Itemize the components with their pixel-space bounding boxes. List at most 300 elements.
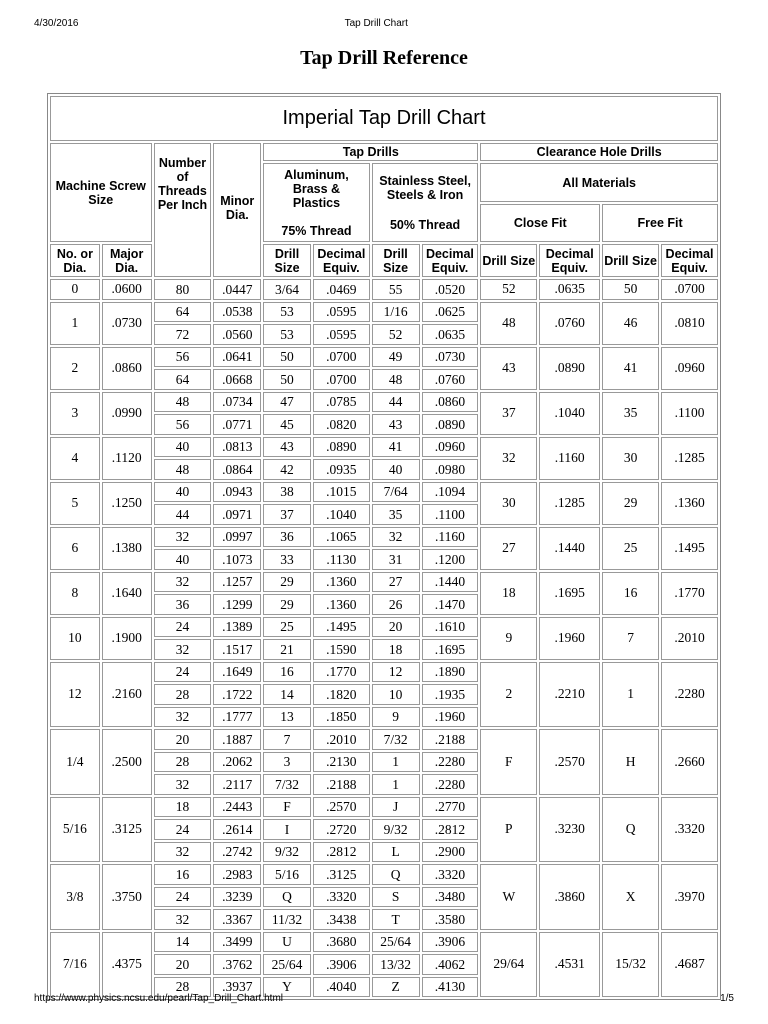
al-drill-cell: 3 <box>263 752 311 773</box>
close-fit-decimal-cell: .1960 <box>539 617 600 660</box>
al-drill-cell: 25/64 <box>263 954 311 975</box>
free-fit-drill-cell: 25 <box>602 527 659 570</box>
table-row <box>50 797 718 818</box>
free-fit-decimal-cell: .0700 <box>661 279 718 300</box>
free-fit-decimal-cell: .1285 <box>661 437 718 480</box>
table-row <box>50 864 718 885</box>
al-drill-cell: 53 <box>263 302 311 323</box>
close-fit-decimal-cell: .0890 <box>539 347 600 390</box>
al-drill-cell: 50 <box>263 347 311 368</box>
screw-size-cell: 7/16 <box>50 932 100 998</box>
al-decimal-cell: .3906 <box>313 954 370 975</box>
chart-table <box>47 93 721 1000</box>
minor-dia-cell: .3499 <box>213 932 261 953</box>
table-row <box>50 279 718 300</box>
free-fit-decimal-cell: .1100 <box>661 392 718 435</box>
minor-dia-cell: .2742 <box>213 842 261 863</box>
screw-size-cell: 12 <box>50 662 100 728</box>
al-drill-cell: Y <box>263 977 311 998</box>
minor-dia-cell: .0771 <box>213 414 261 435</box>
free-fit-decimal-cell: .2660 <box>661 729 718 795</box>
close-fit-decimal-cell: .0760 <box>539 302 600 345</box>
header-minor-dia: Minor Dia. <box>213 143 261 277</box>
ss-decimal-cell: .0635 <box>422 324 479 345</box>
threads-cell: 80 <box>154 279 212 300</box>
screw-size-cell: 3 <box>50 392 100 435</box>
al-drill-cell: 47 <box>263 392 311 413</box>
al-decimal-cell: .0890 <box>313 437 370 458</box>
screw-size-cell: 4 <box>50 437 100 480</box>
header-all-materials: All Materials <box>480 163 718 202</box>
ss-decimal-cell: .1960 <box>422 707 479 728</box>
print-footer <box>34 993 734 1004</box>
table-row <box>50 527 718 548</box>
free-fit-drill-cell: 29 <box>602 482 659 525</box>
table-row <box>50 347 718 368</box>
al-decimal-cell: .1360 <box>313 572 370 593</box>
header-no-or-dia: No. or Dia. <box>50 244 100 277</box>
close-fit-decimal-cell: .1695 <box>539 572 600 615</box>
major-dia-cell: .0860 <box>102 347 152 390</box>
free-fit-drill-cell: 46 <box>602 302 659 345</box>
threads-cell: 32 <box>154 909 212 930</box>
threads-cell: 36 <box>154 594 212 615</box>
ss-drill-cell: 48 <box>372 369 420 390</box>
al-decimal-cell: .0935 <box>313 459 370 480</box>
minor-dia-cell: .1887 <box>213 729 261 750</box>
screw-size-cell: 10 <box>50 617 100 660</box>
al-drill-cell: 14 <box>263 684 311 705</box>
al-drill-cell: 53 <box>263 324 311 345</box>
al-drill-cell: 43 <box>263 437 311 458</box>
free-fit-decimal-cell: .2010 <box>661 617 718 660</box>
header-stainless: Stainless Steel, Steels & Iron <box>379 173 471 202</box>
ss-drill-cell: 1 <box>372 774 420 795</box>
ss-drill-cell: 44 <box>372 392 420 413</box>
threads-cell: 24 <box>154 617 212 638</box>
close-fit-drill-cell: P <box>480 797 537 863</box>
ss-drill-cell: L <box>372 842 420 863</box>
document-title: Tap Drill Reference <box>300 47 468 69</box>
close-fit-decimal-cell: .0635 <box>539 279 600 300</box>
table-row <box>50 302 718 323</box>
al-decimal-cell: .1495 <box>313 617 370 638</box>
al-drill-cell: 21 <box>263 639 311 660</box>
header-threads-per-inch: Number of Threads Per Inch <box>154 143 212 277</box>
minor-dia-cell: .3239 <box>213 887 261 908</box>
print-date: 4/30/2016 <box>34 18 79 29</box>
threads-cell: 24 <box>154 662 212 683</box>
ss-decimal-cell: .3480 <box>422 887 479 908</box>
ss-drill-cell: 7/64 <box>372 482 420 503</box>
minor-dia-cell: .0447 <box>213 279 261 300</box>
al-decimal-cell: .0700 <box>313 369 370 390</box>
al-decimal-cell: .1065 <box>313 527 370 548</box>
threads-cell: 20 <box>154 954 212 975</box>
close-fit-decimal-cell: .1160 <box>539 437 600 480</box>
print-url: https://www.physics.ncsu.edu/pearl/Tap_Drill_Chart.html <box>34 993 283 1004</box>
close-fit-drill-cell: 30 <box>480 482 537 525</box>
al-decimal-cell: .2720 <box>313 819 370 840</box>
threads-cell: 72 <box>154 324 212 345</box>
minor-dia-cell: .0668 <box>213 369 261 390</box>
al-drill-cell: Q <box>263 887 311 908</box>
major-dia-cell: .0730 <box>102 302 152 345</box>
table-row <box>50 617 718 638</box>
header-decimal-equiv: Decimal Equiv. <box>313 244 370 277</box>
table-row <box>50 729 718 750</box>
header-drill-size: Drill Size <box>480 244 537 277</box>
al-decimal-cell: .1770 <box>313 662 370 683</box>
table-row <box>50 572 718 593</box>
ss-decimal-cell: .2812 <box>422 819 479 840</box>
al-drill-cell: 29 <box>263 594 311 615</box>
major-dia-cell: .0600 <box>102 279 152 300</box>
close-fit-drill-cell: 18 <box>480 572 537 615</box>
close-fit-drill-cell: 37 <box>480 392 537 435</box>
print-page-title: Tap Drill Chart <box>344 18 408 29</box>
minor-dia-cell: .3937 <box>213 977 261 998</box>
al-drill-cell: 29 <box>263 572 311 593</box>
threads-cell: 48 <box>154 392 212 413</box>
ss-drill-cell: 32 <box>372 527 420 548</box>
ss-drill-cell: J <box>372 797 420 818</box>
threads-cell: 20 <box>154 729 212 750</box>
al-decimal-cell: .2010 <box>313 729 370 750</box>
ss-decimal-cell: .1470 <box>422 594 479 615</box>
ss-drill-cell: 26 <box>372 594 420 615</box>
al-decimal-cell: .3438 <box>313 909 370 930</box>
ss-drill-cell: 25/64 <box>372 932 420 953</box>
free-fit-drill-cell: X <box>602 864 659 930</box>
header-decimal-equiv: Decimal Equiv. <box>539 244 600 277</box>
al-drill-cell: 50 <box>263 369 311 390</box>
minor-dia-cell: .0943 <box>213 482 261 503</box>
threads-cell: 56 <box>154 347 212 368</box>
major-dia-cell: .1120 <box>102 437 152 480</box>
ss-decimal-cell: .2188 <box>422 729 479 750</box>
minor-dia-cell: .2983 <box>213 864 261 885</box>
al-decimal-cell: .1130 <box>313 549 370 570</box>
free-fit-decimal-cell: .0960 <box>661 347 718 390</box>
al-decimal-cell: .3125 <box>313 864 370 885</box>
header-drill-size: Drill Size <box>263 244 311 277</box>
threads-cell: 56 <box>154 414 212 435</box>
al-decimal-cell: .1015 <box>313 482 370 503</box>
close-fit-decimal-cell: .3860 <box>539 864 600 930</box>
close-fit-drill-cell: 9 <box>480 617 537 660</box>
threads-cell: 28 <box>154 752 212 773</box>
ss-decimal-cell: .1440 <box>422 572 479 593</box>
al-drill-cell: F <box>263 797 311 818</box>
ss-drill-cell: 9 <box>372 707 420 728</box>
screw-size-cell: 8 <box>50 572 100 615</box>
threads-cell: 18 <box>154 797 212 818</box>
close-fit-decimal-cell: .1285 <box>539 482 600 525</box>
major-dia-cell: .2500 <box>102 729 152 795</box>
ss-drill-cell: Q <box>372 864 420 885</box>
screw-size-cell: 5 <box>50 482 100 525</box>
print-header <box>34 18 734 29</box>
close-fit-drill-cell: 48 <box>480 302 537 345</box>
minor-dia-cell: .0641 <box>213 347 261 368</box>
ss-drill-cell: 27 <box>372 572 420 593</box>
ss-decimal-cell: .1890 <box>422 662 479 683</box>
minor-dia-cell: .1389 <box>213 617 261 638</box>
ss-decimal-cell: .0625 <box>422 302 479 323</box>
free-fit-drill-cell: H <box>602 729 659 795</box>
close-fit-drill-cell: 32 <box>480 437 537 480</box>
al-drill-cell: 13 <box>263 707 311 728</box>
major-dia-cell: .4375 <box>102 932 152 998</box>
close-fit-decimal-cell: .1440 <box>539 527 600 570</box>
header-drill-size: Drill Size <box>602 244 659 277</box>
threads-cell: 32 <box>154 572 212 593</box>
ss-decimal-cell: .1200 <box>422 549 479 570</box>
ss-drill-cell: 35 <box>372 504 420 525</box>
screw-size-cell: 5/16 <box>50 797 100 863</box>
ss-drill-cell: 12 <box>372 662 420 683</box>
threads-cell: 32 <box>154 842 212 863</box>
close-fit-drill-cell: 43 <box>480 347 537 390</box>
ss-drill-cell: 1/16 <box>372 302 420 323</box>
ss-decimal-cell: .2280 <box>422 752 479 773</box>
close-fit-drill-cell: 27 <box>480 527 537 570</box>
ss-decimal-cell: .1094 <box>422 482 479 503</box>
threads-cell: 44 <box>154 504 212 525</box>
minor-dia-cell: .3762 <box>213 954 261 975</box>
free-fit-drill-cell: 16 <box>602 572 659 615</box>
al-drill-cell: 11/32 <box>263 909 311 930</box>
major-dia-cell: .3750 <box>102 864 152 930</box>
ss-drill-cell: 10 <box>372 684 420 705</box>
al-decimal-cell: .0595 <box>313 302 370 323</box>
al-decimal-cell: .3320 <box>313 887 370 908</box>
ss-drill-cell: 1 <box>372 752 420 773</box>
close-fit-decimal-cell: .2570 <box>539 729 600 795</box>
threads-cell: 40 <box>154 482 212 503</box>
ss-decimal-cell: .3906 <box>422 932 479 953</box>
minor-dia-cell: .0560 <box>213 324 261 345</box>
major-dia-cell: .1900 <box>102 617 152 660</box>
minor-dia-cell: .1722 <box>213 684 261 705</box>
ss-drill-cell: 9/32 <box>372 819 420 840</box>
ss-drill-cell: 41 <box>372 437 420 458</box>
minor-dia-cell: .1073 <box>213 549 261 570</box>
header-aluminum-group <box>263 163 370 242</box>
ss-decimal-cell: .1100 <box>422 504 479 525</box>
header-machine-screw-size: Machine Screw Size <box>50 143 152 242</box>
minor-dia-cell: .0971 <box>213 504 261 525</box>
major-dia-cell: .1250 <box>102 482 152 525</box>
threads-cell: 64 <box>154 302 212 323</box>
al-drill-cell: 7 <box>263 729 311 750</box>
close-fit-decimal-cell: .4531 <box>539 932 600 998</box>
threads-cell: 64 <box>154 369 212 390</box>
free-fit-decimal-cell: .1495 <box>661 527 718 570</box>
ss-decimal-cell: .0520 <box>422 279 479 300</box>
screw-size-cell: 1 <box>50 302 100 345</box>
al-decimal-cell: .4040 <box>313 977 370 998</box>
free-fit-drill-cell: 1 <box>602 662 659 728</box>
minor-dia-cell: .0997 <box>213 527 261 548</box>
print-page-number: 1/5 <box>720 993 734 1004</box>
ss-decimal-cell: .0890 <box>422 414 479 435</box>
minor-dia-cell: .1777 <box>213 707 261 728</box>
ss-drill-cell: 18 <box>372 639 420 660</box>
ss-drill-cell: 55 <box>372 279 420 300</box>
al-drill-cell: 33 <box>263 549 311 570</box>
threads-cell: 48 <box>154 459 212 480</box>
ss-decimal-cell: .1610 <box>422 617 479 638</box>
minor-dia-cell: .0813 <box>213 437 261 458</box>
close-fit-drill-cell: 2 <box>480 662 537 728</box>
minor-dia-cell: .1517 <box>213 639 261 660</box>
minor-dia-cell: .2614 <box>213 819 261 840</box>
al-decimal-cell: .2570 <box>313 797 370 818</box>
threads-cell: 32 <box>154 774 212 795</box>
al-decimal-cell: .1820 <box>313 684 370 705</box>
header-decimal-equiv: Decimal Equiv. <box>422 244 479 277</box>
threads-cell: 32 <box>154 639 212 660</box>
minor-dia-cell: .1299 <box>213 594 261 615</box>
screw-size-cell: 0 <box>50 279 100 300</box>
minor-dia-cell: .1257 <box>213 572 261 593</box>
ss-decimal-cell: .0980 <box>422 459 479 480</box>
minor-dia-cell: .1649 <box>213 662 261 683</box>
free-fit-decimal-cell: .2280 <box>661 662 718 728</box>
ss-decimal-cell: .1160 <box>422 527 479 548</box>
al-drill-cell: 9/32 <box>263 842 311 863</box>
threads-cell: 32 <box>154 707 212 728</box>
ss-drill-cell: Z <box>372 977 420 998</box>
table-row <box>50 482 718 503</box>
ss-decimal-cell: .1695 <box>422 639 479 660</box>
threads-cell: 32 <box>154 527 212 548</box>
free-fit-drill-cell: 50 <box>602 279 659 300</box>
minor-dia-cell: .2117 <box>213 774 261 795</box>
ss-decimal-cell: .0760 <box>422 369 479 390</box>
ss-drill-cell: 31 <box>372 549 420 570</box>
close-fit-decimal-cell: .1040 <box>539 392 600 435</box>
threads-cell: 28 <box>154 977 212 998</box>
ss-decimal-cell: .0860 <box>422 392 479 413</box>
al-drill-cell: U <box>263 932 311 953</box>
al-decimal-cell: .1040 <box>313 504 370 525</box>
ss-drill-cell: 40 <box>372 459 420 480</box>
ss-drill-cell: 52 <box>372 324 420 345</box>
table-row <box>50 662 718 683</box>
header-close-fit: Close Fit <box>480 204 600 242</box>
minor-dia-cell: .2443 <box>213 797 261 818</box>
al-drill-cell: I <box>263 819 311 840</box>
screw-size-cell: 2 <box>50 347 100 390</box>
header-aluminum: Aluminum, Brass & Plastics <box>284 167 349 210</box>
minor-dia-cell: .0538 <box>213 302 261 323</box>
close-fit-decimal-cell: .3230 <box>539 797 600 863</box>
ss-decimal-cell: .2280 <box>422 774 479 795</box>
al-drill-cell: 45 <box>263 414 311 435</box>
free-fit-decimal-cell: .1360 <box>661 482 718 525</box>
al-decimal-cell: .1360 <box>313 594 370 615</box>
ss-drill-cell: 7/32 <box>372 729 420 750</box>
major-dia-cell: .1640 <box>102 572 152 615</box>
al-drill-cell: 25 <box>263 617 311 638</box>
screw-size-cell: 1/4 <box>50 729 100 795</box>
threads-cell: 14 <box>154 932 212 953</box>
tap-drill-chart <box>47 93 721 995</box>
ss-decimal-cell: .3320 <box>422 864 479 885</box>
ss-decimal-cell: .2900 <box>422 842 479 863</box>
ss-drill-cell: 43 <box>372 414 420 435</box>
major-dia-cell: .1380 <box>102 527 152 570</box>
free-fit-drill-cell: 15/32 <box>602 932 659 998</box>
table-row <box>50 437 718 458</box>
table-row <box>50 932 718 953</box>
al-decimal-cell: .2188 <box>313 774 370 795</box>
al-decimal-cell: .0820 <box>313 414 370 435</box>
close-fit-drill-cell: 29/64 <box>480 932 537 998</box>
threads-cell: 28 <box>154 684 212 705</box>
header-tap-drills: Tap Drills <box>263 143 478 161</box>
al-decimal-cell: .0595 <box>313 324 370 345</box>
minor-dia-cell: .0864 <box>213 459 261 480</box>
free-fit-drill-cell: 41 <box>602 347 659 390</box>
ss-drill-cell: 20 <box>372 617 420 638</box>
free-fit-decimal-cell: .1770 <box>661 572 718 615</box>
ss-decimal-cell: .4130 <box>422 977 479 998</box>
minor-dia-cell: .3367 <box>213 909 261 930</box>
ss-decimal-cell: .4062 <box>422 954 479 975</box>
ss-decimal-cell: .2770 <box>422 797 479 818</box>
threads-cell: 24 <box>154 819 212 840</box>
ss-drill-cell: 49 <box>372 347 420 368</box>
close-fit-drill-cell: F <box>480 729 537 795</box>
al-drill-cell: 36 <box>263 527 311 548</box>
header-stainless-group <box>372 163 479 242</box>
threads-cell: 16 <box>154 864 212 885</box>
free-fit-drill-cell: Q <box>602 797 659 863</box>
threads-cell: 24 <box>154 887 212 908</box>
chart-title: Imperial Tap Drill Chart <box>50 96 718 141</box>
al-drill-cell: 42 <box>263 459 311 480</box>
al-drill-cell: 3/64 <box>263 279 311 300</box>
close-fit-drill-cell: 52 <box>480 279 537 300</box>
header-major-dia: Major Dia. <box>102 244 152 277</box>
al-decimal-cell: .3680 <box>313 932 370 953</box>
al-drill-cell: 37 <box>263 504 311 525</box>
header-stainless-thread: 50% Thread <box>389 217 461 232</box>
free-fit-decimal-cell: .3970 <box>661 864 718 930</box>
free-fit-drill-cell: 30 <box>602 437 659 480</box>
major-dia-cell: .0990 <box>102 392 152 435</box>
al-drill-cell: 5/16 <box>263 864 311 885</box>
al-decimal-cell: .2130 <box>313 752 370 773</box>
minor-dia-cell: .0734 <box>213 392 261 413</box>
free-fit-decimal-cell: .0810 <box>661 302 718 345</box>
ss-drill-cell: S <box>372 887 420 908</box>
header-aluminum-thread: 75% Thread <box>281 223 352 238</box>
close-fit-drill-cell: W <box>480 864 537 930</box>
al-drill-cell: 7/32 <box>263 774 311 795</box>
ss-drill-cell: 13/32 <box>372 954 420 975</box>
al-decimal-cell: .2812 <box>313 842 370 863</box>
ss-decimal-cell: .0960 <box>422 437 479 458</box>
header-free-fit: Free Fit <box>602 204 718 242</box>
threads-cell: 40 <box>154 549 212 570</box>
close-fit-decimal-cell: .2210 <box>539 662 600 728</box>
ss-decimal-cell: .0730 <box>422 347 479 368</box>
